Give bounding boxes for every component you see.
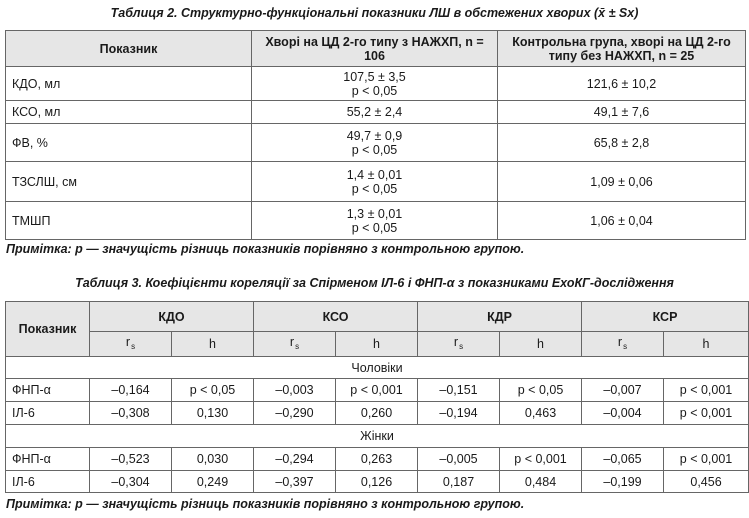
table2-header-group2: Контрольна група, хворі на ЦД 2-го типу без НАЖХП, n = 25: [498, 31, 746, 67]
cell: –0,004: [582, 402, 664, 425]
table2-caption: Таблиця 2. Структурно-функціональні показники ЛШ в обстежених хворих (x̄ ± Sx): [110, 6, 639, 20]
table-row: [6, 379, 749, 402]
cell: 0,130: [172, 402, 254, 425]
table-row: [6, 402, 749, 425]
row-label: ФНП-α: [6, 379, 90, 402]
table3-group-header-row: [6, 302, 749, 332]
cell: p < 0,001: [664, 402, 749, 425]
cell: –0,199: [582, 471, 664, 493]
table-row: [6, 202, 746, 240]
cell: 0,249: [172, 471, 254, 493]
section-row: [6, 425, 749, 448]
table3-note: Примітка: p — значущість різниць показників порівняно з контрольною групою.: [6, 497, 525, 511]
table3-subheader-row: [6, 332, 749, 357]
group2-value: 1,06 ± 0,04: [498, 202, 746, 240]
table3-header-indicator: Показник: [6, 302, 90, 357]
group1-value: 1,4 ± 0,01 p < 0,05: [252, 162, 498, 202]
cell: –0,290: [254, 402, 336, 425]
group1-value: 107,5 ± 3,5 p < 0,05: [252, 67, 498, 101]
table2-note: Примітка: p — значущість різниць показників порівняно з контрольною групою.: [6, 242, 525, 256]
cell: 0,456: [664, 471, 749, 493]
rs-header: $r_s$: [582, 332, 664, 357]
h-header: h: [500, 332, 582, 357]
cell: 0,463: [500, 402, 582, 425]
group-header-kdo: КДО: [90, 302, 254, 332]
table3: [5, 301, 749, 493]
table2-header-indicator: Показник: [6, 31, 252, 67]
cell: –0,194: [418, 402, 500, 425]
cell: p < 0,001: [664, 379, 749, 402]
row-label: ІЛ-6: [6, 471, 90, 493]
group2-value: 49,1 ± 7,6: [498, 101, 746, 124]
cell: 0,484: [500, 471, 582, 493]
cell: p < 0,05: [500, 379, 582, 402]
group1-value: 1,3 ± 0,01 p < 0,05: [252, 202, 498, 240]
table-row: [6, 101, 746, 124]
table2-header-group1: Хворі на ЦД 2-го типу з НАЖХП, n = 106: [252, 31, 498, 67]
table2: [5, 30, 746, 240]
cell: –0,523: [90, 448, 172, 471]
cell: –0,003: [254, 379, 336, 402]
row-label: ФНП-α: [6, 448, 90, 471]
h-header: h: [172, 332, 254, 357]
cell: –0,304: [90, 471, 172, 493]
row-label: КСО, мл: [6, 101, 252, 124]
table-row: [6, 124, 746, 162]
table3-caption: Таблиця 3. Коефіцієнти кореляції за Спірменом ІЛ-6 і ФНП-α з показниками ЕхоКГ-дослідження: [75, 276, 674, 290]
cell: –0,308: [90, 402, 172, 425]
group-header-kdr: КДР: [418, 302, 582, 332]
table-row: [6, 162, 746, 202]
cell: –0,065: [582, 448, 664, 471]
cell: p < 0,001: [500, 448, 582, 471]
cell: p < 0,05: [172, 379, 254, 402]
table2-header-row: [6, 31, 746, 67]
cell: –0,164: [90, 379, 172, 402]
row-label: ТМШП: [6, 202, 252, 240]
cell: 0,126: [336, 471, 418, 493]
table-row: [6, 471, 749, 493]
row-label: ТЗСЛШ, см: [6, 162, 252, 202]
cell: 0,187: [418, 471, 500, 493]
group-header-kso: КСО: [254, 302, 418, 332]
section-title-men: Чоловіки: [6, 357, 749, 379]
cell: –0,005: [418, 448, 500, 471]
group2-value: 121,6 ± 10,2: [498, 67, 746, 101]
cell: p < 0,001: [664, 448, 749, 471]
h-header: h: [664, 332, 749, 357]
group2-value: 65,8 ± 2,8: [498, 124, 746, 162]
row-label: КДО, мл: [6, 67, 252, 101]
cell: 0,263: [336, 448, 418, 471]
row-label: ІЛ-6: [6, 402, 90, 425]
group-header-ksr: КСР: [582, 302, 749, 332]
rs-header: $r_s$: [254, 332, 336, 357]
cell: 0,030: [172, 448, 254, 471]
group1-value: 49,7 ± 0,9 p < 0,05: [252, 124, 498, 162]
row-label: ФВ, %: [6, 124, 252, 162]
rs-header: $r_s$: [90, 332, 172, 357]
cell: –0,397: [254, 471, 336, 493]
h-header: h: [336, 332, 418, 357]
section-row: [6, 357, 749, 379]
table-row: [6, 448, 749, 471]
group1-value: 55,2 ± 2,4: [252, 101, 498, 124]
section-title-women: Жінки: [6, 425, 749, 448]
cell: 0,260: [336, 402, 418, 425]
cell: p < 0,001: [336, 379, 418, 402]
cell: –0,151: [418, 379, 500, 402]
table-row: [6, 67, 746, 101]
cell: –0,294: [254, 448, 336, 471]
group2-value: 1,09 ± 0,06: [498, 162, 746, 202]
rs-header: $r_s$: [418, 332, 500, 357]
cell: –0,007: [582, 379, 664, 402]
